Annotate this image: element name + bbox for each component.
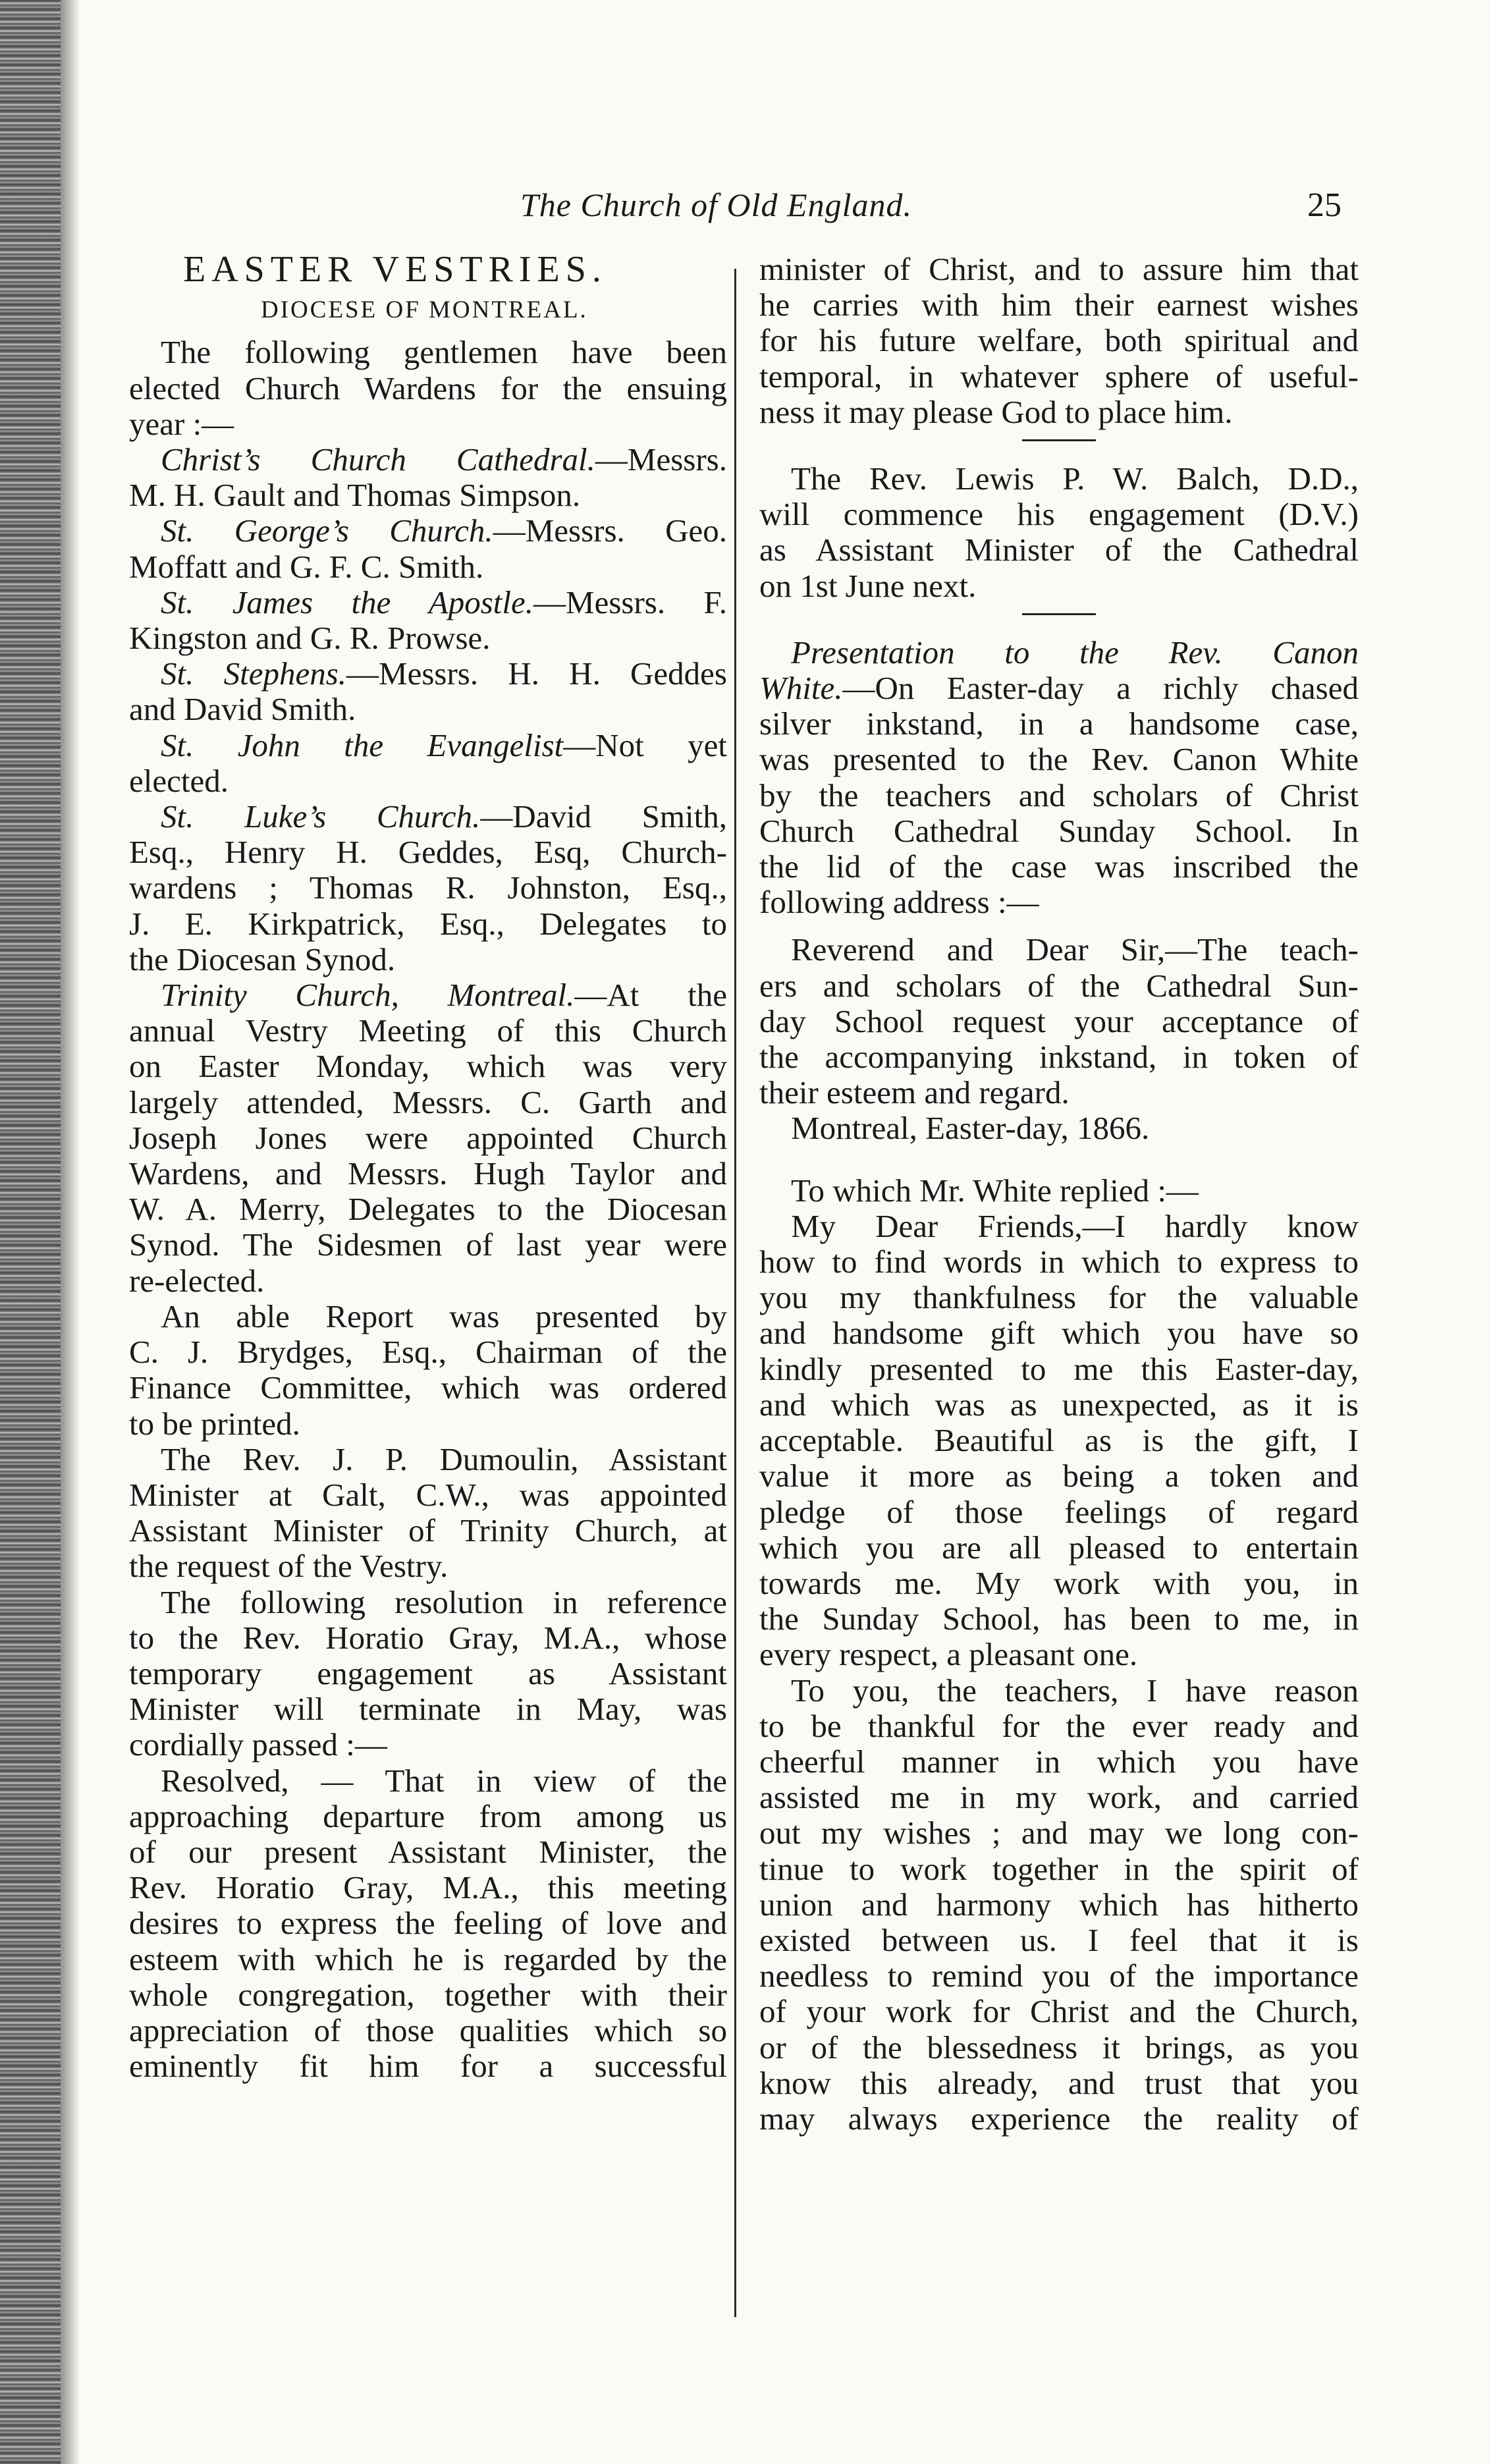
text-line: The following resolution in reference (161, 1583, 727, 1620)
text-line: Christ’s Church Cathedral.—Messrs. (161, 441, 727, 478)
text-line: assisted me in my work, and carried (759, 1779, 1359, 1816)
text-line: or of the blessedness it brings, as you (759, 2029, 1359, 2066)
text-line: may always experience the reality of (759, 2100, 1359, 2137)
text-line: as Assistant Minister of the Cathedral (759, 532, 1359, 568)
text-line: appreciation of those qualities which so (129, 2012, 727, 2048)
text-line: existed between us. I feel that it is (759, 1921, 1359, 1958)
text-line: My Dear Friends,—I hardly know (791, 1207, 1359, 1244)
text-line: how to find words in which to express to (759, 1244, 1359, 1280)
text-line: re-elected. (129, 1262, 265, 1299)
text-line: C. J. Brydges, Esq., Chairman of the (129, 1334, 727, 1371)
text-line: St. Luke’s Church.—David Smith, (161, 798, 727, 835)
page-number: 25 (1307, 186, 1342, 224)
text-line: Moffatt and G. F. C. Smith. (129, 548, 484, 585)
text-line: The Rev. J. P. Dumoulin, Assistant (161, 1440, 727, 1477)
text-line: An able Report was presented by (161, 1298, 727, 1334)
text-line: elected Church Wardens for the ensuing (129, 370, 727, 406)
text-line: which you are all pleased to entertain (759, 1529, 1359, 1566)
text-line: following address :— (759, 884, 1039, 921)
text-line: Wardens, and Messrs. Hugh Taylor and (129, 1155, 727, 1192)
text-line: Resolved, — That in view of the (161, 1762, 727, 1799)
text-line: wardens ; Thomas R. Johnston, Esq., (129, 869, 727, 906)
text-line: towards me. My work with you, in (759, 1564, 1359, 1601)
text-line: and which was as unexpected, as it is (759, 1386, 1359, 1423)
text-line: year :— (129, 405, 234, 442)
text-line: largely attended, Messrs. C. Garth and (129, 1083, 727, 1120)
text-line: eminently fit him for a successful (129, 2048, 727, 2085)
text-line: To which Mr. White replied :— (791, 1172, 1199, 1209)
text-line: M. H. Gault and Thomas Simpson. (129, 477, 581, 514)
text-line: approaching departure from among us (129, 1797, 727, 1834)
text-line: desires to express the feeling of love and (129, 1905, 727, 1942)
text-line: the accompanying inkstand, in token of (759, 1039, 1359, 1076)
text-line: temporary engagement as Assistant (129, 1655, 727, 1691)
running-title: The Church of Old England. (520, 186, 912, 223)
text-line: St. George’s Church.—Messrs. Geo. (161, 512, 728, 549)
text-line: know this already, and trust that you (759, 2064, 1359, 2101)
text-line: To you, the teachers, I have reason (791, 1672, 1359, 1709)
text-line: on Easter Monday, which was very (129, 1048, 727, 1085)
text-line: tinue to work together in the spirit of (759, 1850, 1359, 1887)
text-line: The following gentlemen have been (161, 334, 727, 371)
section-divider (1022, 439, 1096, 441)
section-heading: EASTER VESTRIES. (183, 249, 607, 290)
running-head (0, 186, 1491, 232)
text-line: esteem with which he is regarded by the (129, 1940, 727, 1977)
text-line: annual Vestry Meeting of this Church (129, 1012, 727, 1049)
text-line: he carries with him their earnest wishes (759, 287, 1359, 323)
text-line: their esteem and regard. (759, 1074, 1070, 1111)
text-line: to the Rev. Horatio Gray, M.A., whose (129, 1619, 727, 1656)
text-line: was presented to the Rev. Canon White (759, 741, 1359, 778)
text-line: Church Cathedral Sunday School. In (759, 812, 1359, 849)
book-binding-edge (0, 0, 61, 2464)
text-line: ness it may please God to place him. (759, 393, 1233, 430)
text-line: and David Smith. (129, 691, 356, 728)
text-line: St. James the Apostle.—Messrs. F. (161, 584, 727, 620)
text-line: silver inkstand, in a handsome case, (759, 705, 1359, 742)
text-line: J. E. Kirkpatrick, Esq., Delegates to (129, 905, 727, 942)
text-line: Finance Committee, which was ordered (129, 1369, 727, 1406)
text-line: White.—On Easter-day a richly chased (759, 670, 1359, 707)
text-line: on 1st June next. (759, 567, 977, 604)
text-line: St. John the Evangelist—Not yet (161, 726, 727, 763)
text-line: Presentation to the Rev. Canon (791, 634, 1359, 671)
text-line: the request of the Vestry. (129, 1548, 448, 1585)
binding-shadow (61, 0, 80, 2464)
left-column (129, 249, 728, 2085)
text-line: cordially passed :— (129, 1726, 387, 1763)
text-line: Montreal, Easter-day, 1866. (791, 1110, 1150, 1147)
right-column (759, 252, 1359, 2137)
text-line: Synod. The Sidesmen of last year were (129, 1226, 727, 1263)
column-rule (734, 269, 736, 2317)
text-line: Minister at Galt, C.W., was appointed (129, 1476, 727, 1513)
text-line: value it more as being a token and (759, 1458, 1359, 1494)
text-line: and handsome gift which you have so (759, 1315, 1359, 1352)
text-line: minister of Christ, and to assure him that (759, 251, 1359, 287)
text-line: the Diocesan Synod. (129, 941, 396, 977)
text-line: Trinity Church, Montreal.—At the (161, 977, 727, 1014)
text-line: by the teachers and scholars of Christ (759, 777, 1359, 813)
text-line: St. Stephens.—Messrs. H. H. Geddes (161, 655, 727, 692)
text-line: day School request your acceptance of (759, 1002, 1359, 1039)
text-line: The Rev. Lewis P. W. Balch, D.D., (791, 460, 1359, 497)
text-line: temporal, in whatever sphere of useful- (759, 358, 1359, 395)
text-line: Rev. Horatio Gray, M.A., this meeting (129, 1869, 727, 1906)
text-line: the Sunday School, has been to me, in (759, 1601, 1359, 1637)
text-line: out my wishes ; and may we long con- (759, 1815, 1359, 1851)
text-line: Minister will terminate in May, was (129, 1691, 727, 1728)
text-line: acceptable. Beautiful as is the gift, I (759, 1422, 1359, 1459)
section-divider (1022, 613, 1096, 615)
text-line: ers and scholars of the Cathedral Sun- (759, 967, 1359, 1004)
text-line: of your work for Christ and the Church, (759, 1993, 1359, 2030)
text-line: W. A. Merry, Delegates to the Diocesan (129, 1191, 727, 1228)
text-line: Joseph Jones were appointed Church (129, 1119, 727, 1156)
text-line: the lid of the case was inscribed the (759, 848, 1359, 885)
text-line: cheerful manner in which you have (759, 1743, 1359, 1780)
text-line: to be thankful for the ever ready and (759, 1707, 1359, 1744)
text-line: of our present Assistant Minister, the (129, 1833, 727, 1870)
text-line: Esq., Henry H. Geddes, Esq, Church- (129, 834, 727, 871)
text-line: needless to remind you of the importance (759, 1958, 1359, 1994)
text-line: for his future welfare, both spiritual and (759, 322, 1359, 359)
section-subheading: DIOCESE OF MONTREAL. (261, 296, 588, 324)
text-line: whole congregation, together with their (129, 1976, 727, 2013)
text-line: Reverend and Dear Sir,—The teach- (791, 931, 1359, 968)
text-line: you my thankfulness for the valuable (759, 1279, 1359, 1316)
text-line: every respect, a pleasant one. (759, 1636, 1138, 1673)
text-line: kindly presented to me this Easter-day, (759, 1350, 1359, 1387)
text-line: to be printed. (129, 1405, 300, 1442)
text-line: Kingston and G. R. Prowse. (129, 620, 491, 657)
text-line: Assistant Minister of Trinity Church, at (129, 1512, 727, 1549)
text-line: union and harmony which has hitherto (759, 1886, 1359, 1923)
text-line: will commence his engagement (D.V.) (759, 496, 1359, 533)
text-line: pledge of those feelings of regard (759, 1493, 1359, 1530)
text-line: elected. (129, 762, 229, 799)
